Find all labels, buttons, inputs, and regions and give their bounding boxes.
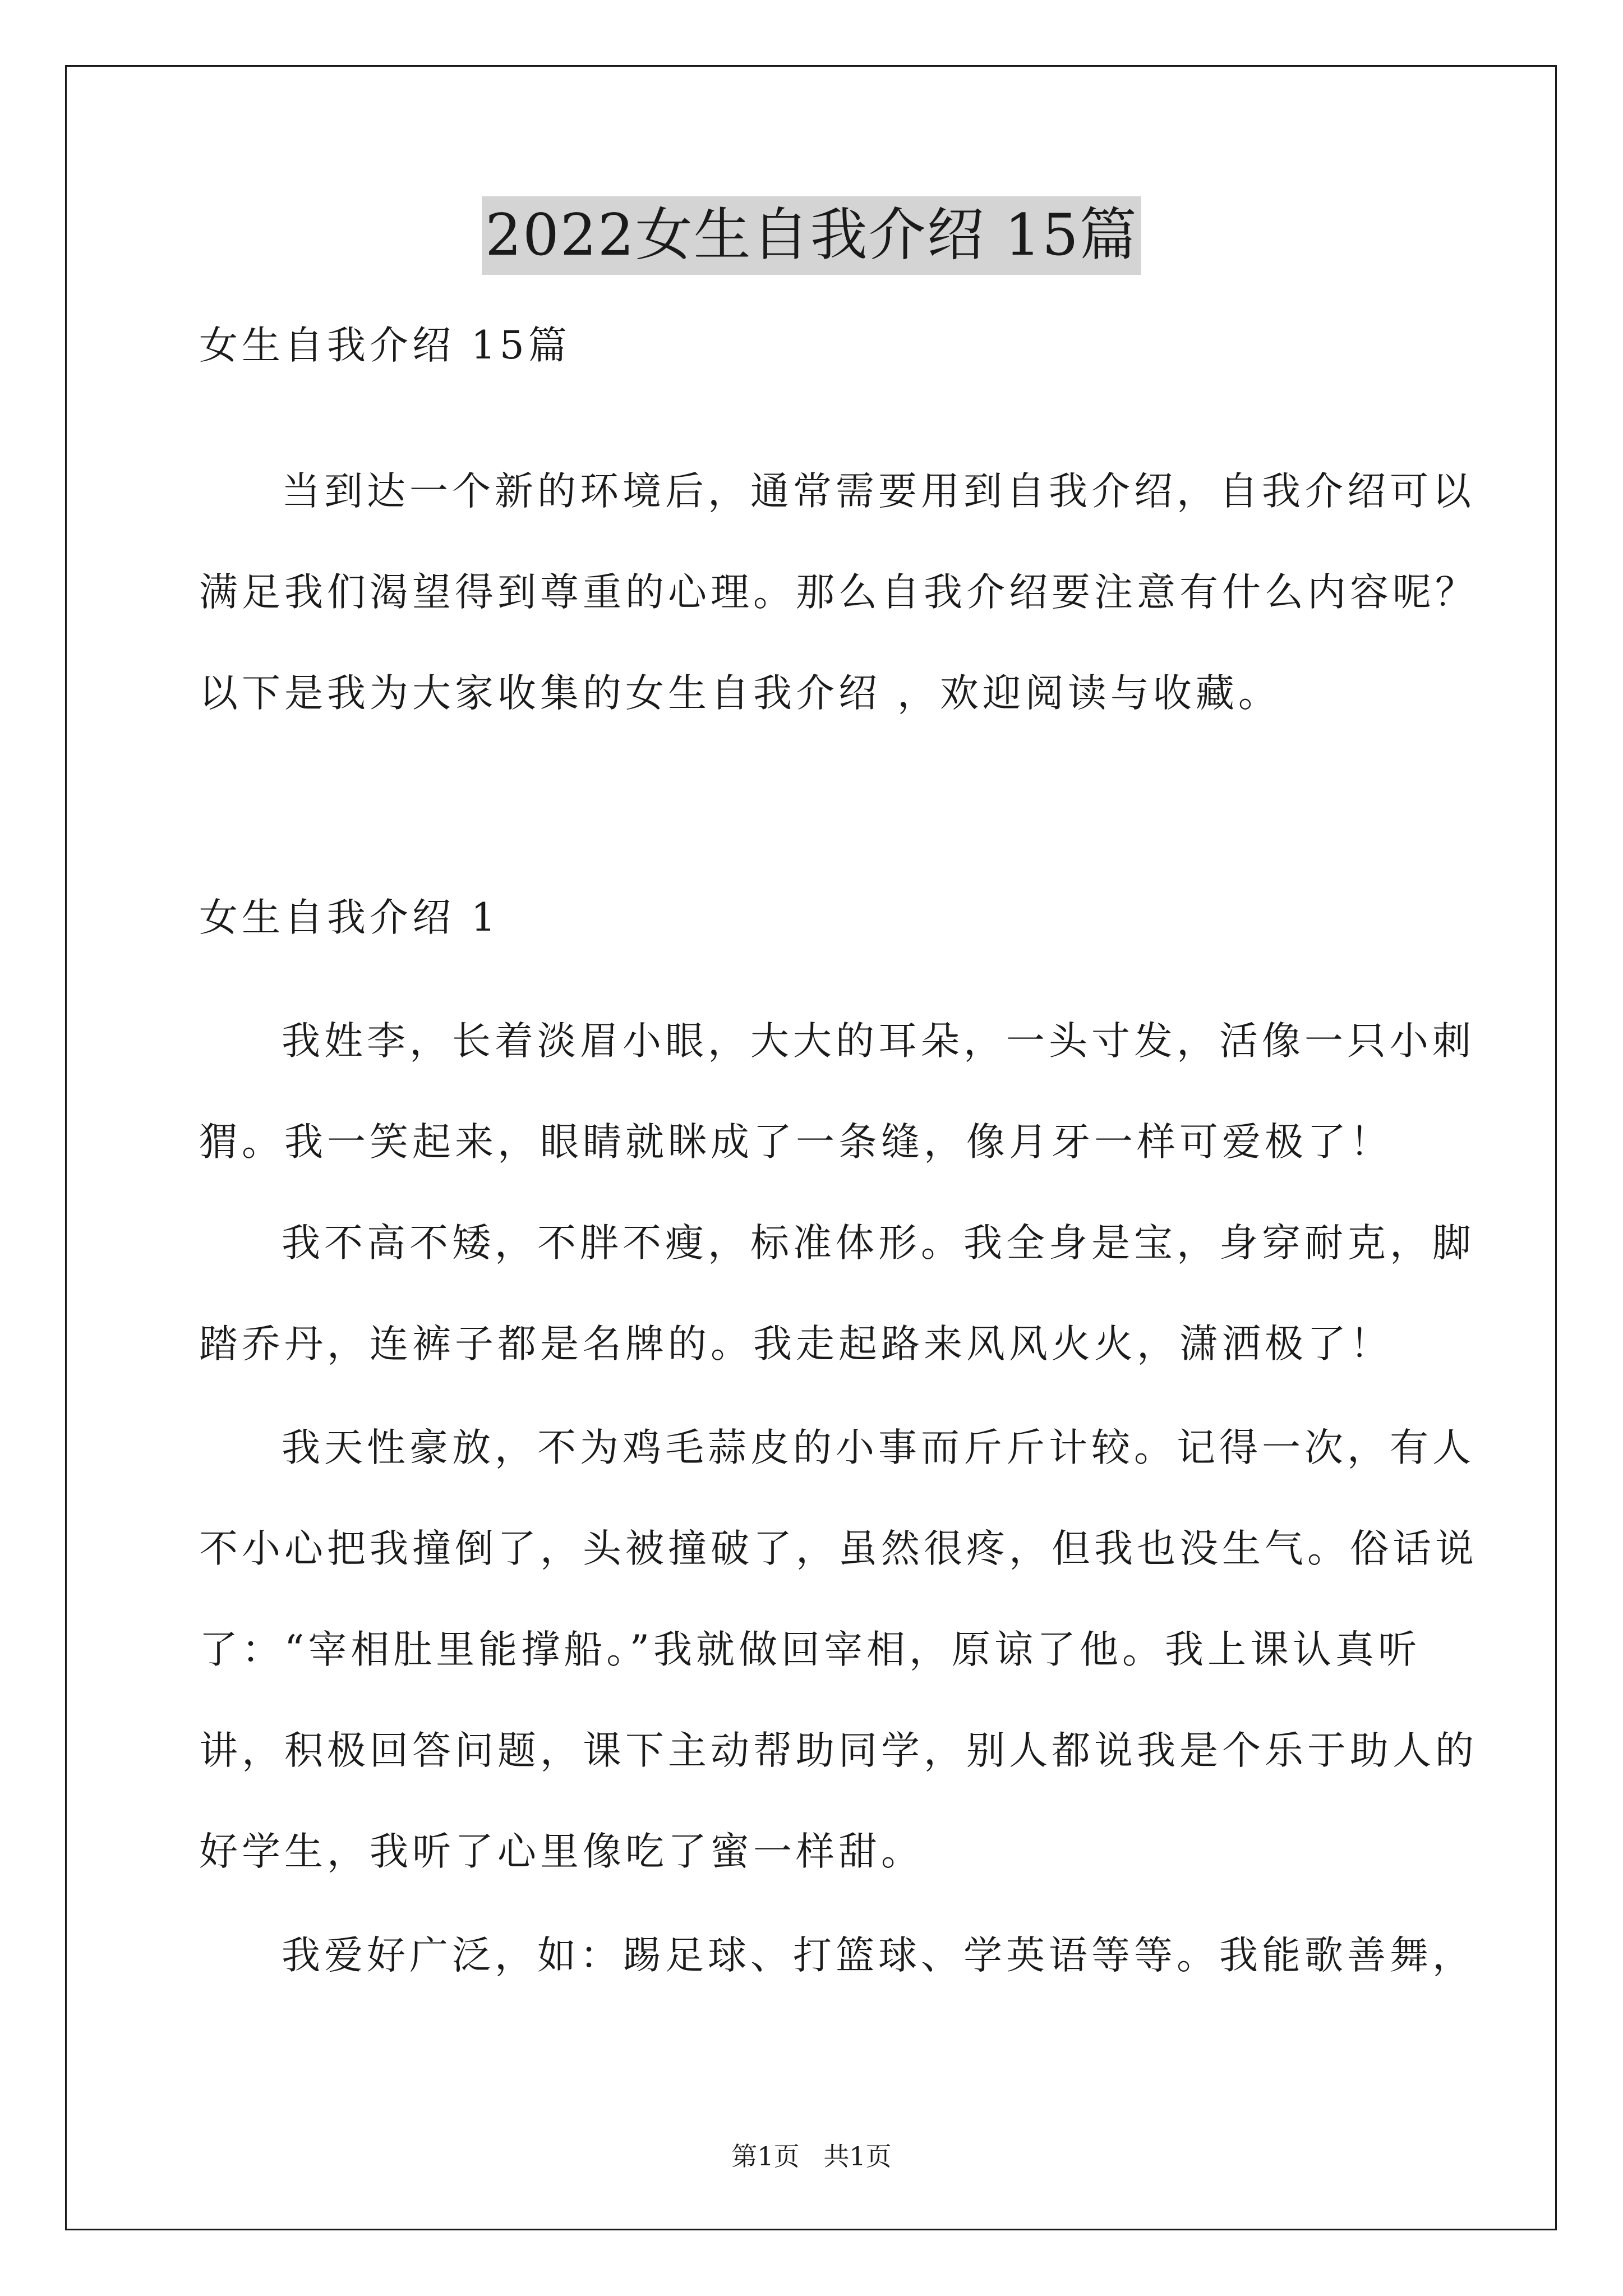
paragraph-line: 讲，积极回答问题，课下主动帮助同学，别人都说我是个乐于助人的 [199,1728,1478,1773]
paragraph-line: 不小心把我撞倒了，头被撞破了，虽然很疼，但我也没生气。俗话说 [199,1526,1478,1571]
intro-line-1: 当到达一个新的环境后，通常需要用到自我介绍，自我介绍可以 [282,469,1475,514]
document-title: 2022女生自我介绍 15篇 [482,196,1141,275]
paragraph-line: 我爱好广泛，如：踢足球、打篮球、学英语等等。我能歌善舞， [282,1933,1475,1978]
intro-line-3: 以下是我为大家收集的女生自我介绍 ，欢迎阅读与收藏。 [199,671,1281,716]
paragraph-line: 好学生，我听了心里像吃了蜜一样甜。 [199,1829,924,1874]
title-container [0,196,1623,275]
paragraph-line: 我不高不矮，不胖不瘦，标准体形。我全身是宝，身穿耐克，脚 [282,1221,1475,1266]
document-subtitle: 女生自我介绍 15篇 [199,323,571,368]
page-number: 第1页 [731,2141,800,2171]
paragraph-line: 我姓李，长着淡眉小眼，大大的耳朵，一头寸发，活像一只小刺 [282,1019,1475,1064]
section-heading: 女生自我介绍 1 [199,895,500,940]
paragraph-line: 了：“宰相肚里能撑船。”我就做回宰相，原谅了他。我上课认真听 [199,1627,1421,1672]
intro-line-2: 满足我们渴望得到尊重的心理。那么自我介绍要注意有什么内容呢？ [199,570,1478,615]
paragraph-line: 猬。我一笑起来，眼睛就眯成了一条缝，像月牙一样可爱极了！ [199,1120,1393,1165]
paragraph-line: 踏乔丹，连裤子都是名牌的。我走起路来风风火火，潇洒极了！ [199,1322,1393,1366]
page-total: 共1页 [823,2141,892,2171]
paragraph-line: 我天性豪放，不为鸡毛蒜皮的小事而斤斤计较。记得一次，有人 [282,1425,1475,1470]
page-footer [0,2136,1623,2173]
